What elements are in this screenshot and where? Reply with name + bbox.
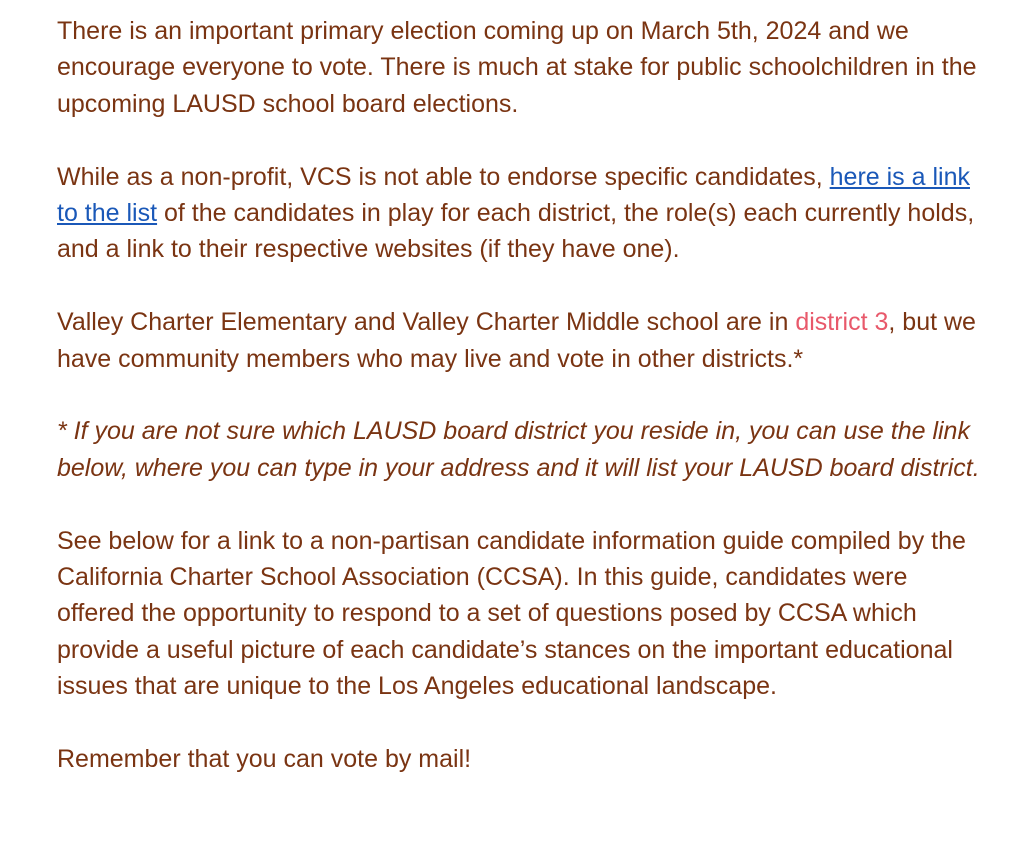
candidates-list-link[interactable]: here is a link to the list <box>57 162 970 228</box>
district-text-before: Valley Charter Elementary and Valley Charter Middle school are in <box>57 308 796 337</box>
election-intro-paragraph: There is an important primary election coming up on March 5th, 2024 and we encourage everyone to vote. There is much at stake for public schoolchildren in the upcoming LAUSD school board elections. <box>57 17 977 118</box>
vote-by-mail-reminder: Remember that you can vote by mail! <box>57 745 472 774</box>
district-3-link[interactable]: district 3 <box>795 308 889 337</box>
candidates-text-after: of the candidates in play for each district, the role(s) each currently holds, and a link to their respective websites (if they have one). <box>57 199 975 264</box>
district-paragraph <box>57 304 984 377</box>
ccsa-guide-paragraph: See below for a link to a non-partisan candidate information guide compiled by the California Charter School Association (CCSA). In this guide, candidates were offered the opportunity to respond to a set of questions posed by CCSA which provide a useful picture of each candidate’s stances on the important educational issues that are unique to the Los Angeles educational landscape. <box>57 526 966 701</box>
candidates-list-paragraph <box>57 159 984 268</box>
district-lookup-note: * If you are not sure which LAUSD board district you reside in, you can use the link below, where you can type in your address and it will list your LAUSD board district. <box>57 417 980 482</box>
candidates-text-before: While as a non-profit, VCS is not able to endorse specific candidates, <box>57 162 830 191</box>
district-text-after: , but we have community members who may live and vote in other districts.* <box>57 308 976 373</box>
